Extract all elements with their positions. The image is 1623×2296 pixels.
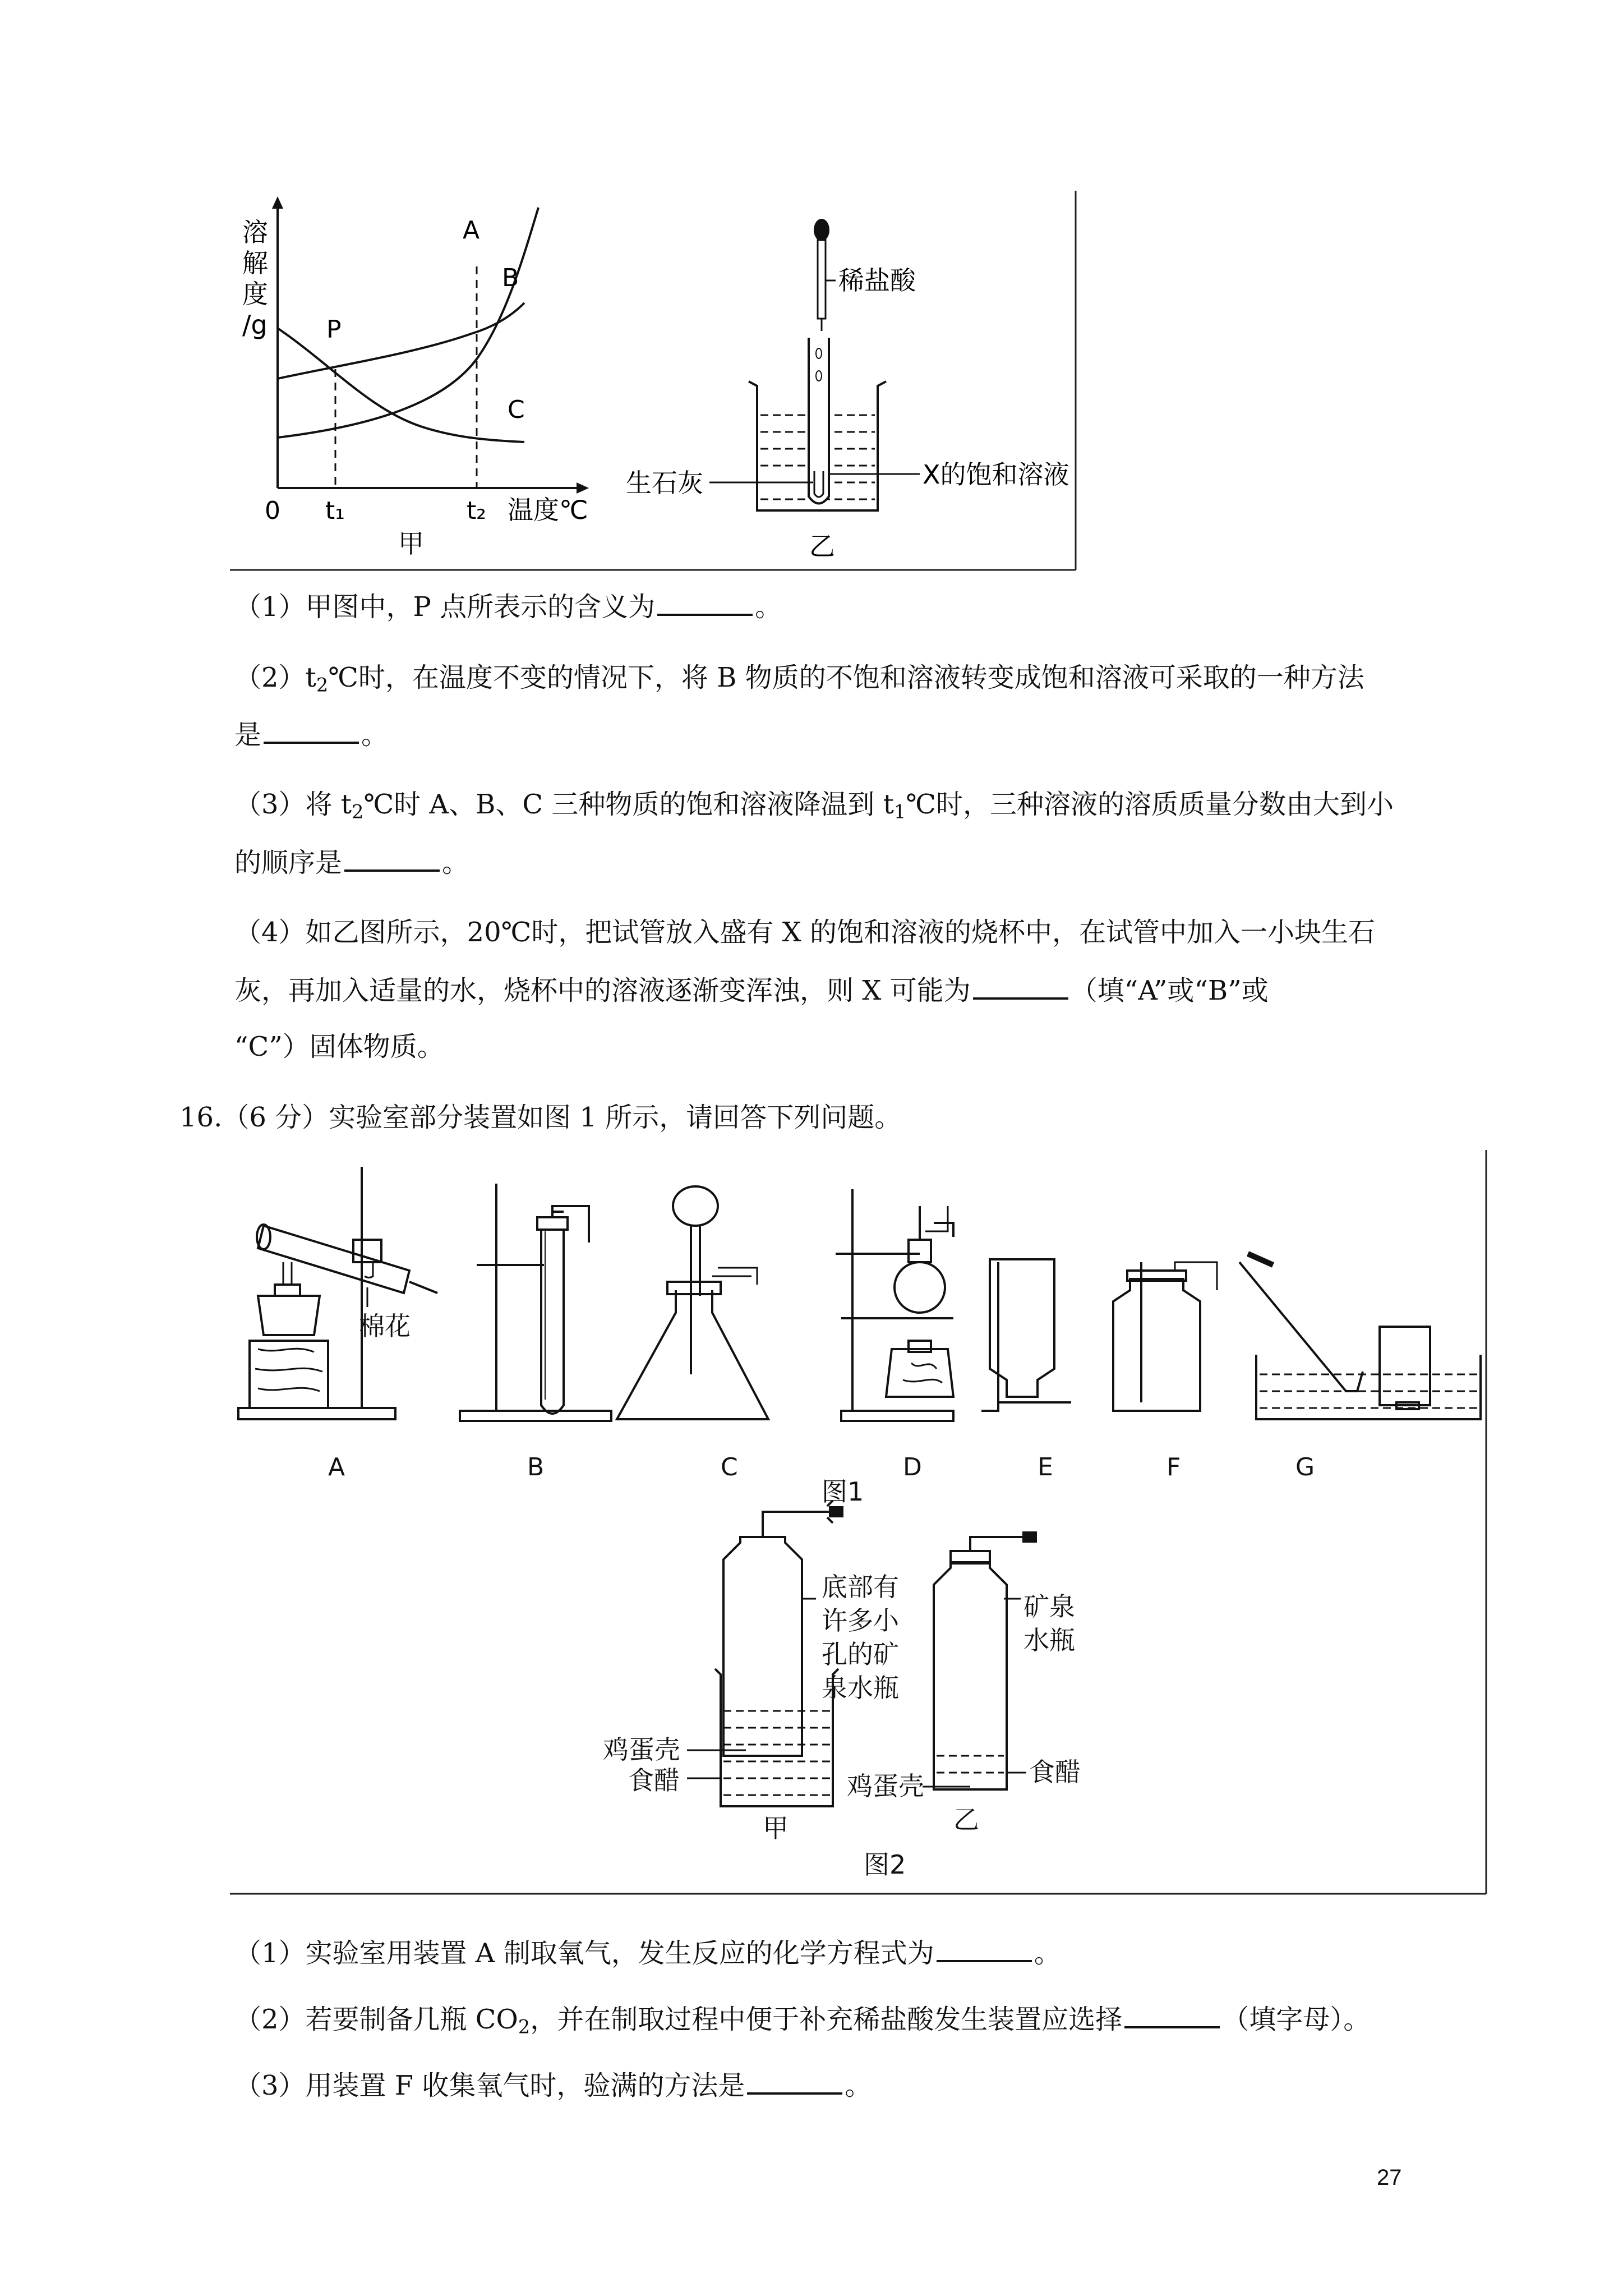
answer-blank[interactable] [1124, 2001, 1220, 2028]
apparatus-c [617, 1186, 768, 1419]
apparatus-e [981, 1259, 1071, 1411]
graph-caption: 甲 [398, 528, 424, 559]
apparatus-figure [230, 1150, 1492, 1896]
graph-curve-label-a: A [463, 216, 480, 245]
fig1-label-a: A [328, 1453, 345, 1481]
beaker-apparatus [626, 219, 1069, 562]
fig2-yi-caption: 乙 [953, 1805, 979, 1835]
graph-ylabel-3: 度 [242, 279, 268, 309]
answer-blank[interactable] [747, 2068, 842, 2095]
q15-part4-line3: “C”）固体物质。 [234, 1031, 444, 1062]
q15-part4-line2: 灰，再加入适量的水，烧杯中的溶液逐渐变浑浊，则 X 可能为 （填“A”或“B”或 [234, 973, 1269, 1007]
top-figure-svg [230, 191, 1082, 572]
q16-part1: （1）实验室用装置 A 制取氧气，发生反应的化学方程式为 。 [234, 1935, 1061, 1970]
apparatus-svg [230, 1150, 1492, 1896]
apparatus-d [836, 1189, 953, 1421]
graph-t2: t₂ [467, 496, 486, 525]
graph-xlabel: 温度℃ [508, 495, 588, 525]
fig1-label-e: E [1038, 1453, 1053, 1481]
apparatus-b [460, 1184, 611, 1421]
fig2-jia-note-1: 底部有 [822, 1572, 899, 1602]
graph-t1: t₁ [325, 496, 345, 525]
graph-ylabel-1: 溶 [242, 217, 268, 247]
fig1-label-b: B [527, 1453, 545, 1481]
fig2-yi-note-1: 矿泉 [1023, 1591, 1075, 1622]
graph-ylabel-2: 解 [242, 248, 268, 278]
q15-part3-line1: （3）将 $t_2℃$时 A、B、C 三种物质的饱和溶液降温到 $t_1℃$时，三种溶液的溶质质量分数由大到小 [234, 789, 1394, 823]
fig2-jia-note-3: 孔的矿 [822, 1639, 899, 1669]
apparatus-a [238, 1167, 437, 1419]
answer-blank[interactable] [937, 1935, 1032, 1962]
dropper-label: 稀盐酸 [838, 265, 916, 296]
beaker-left-label: 生石灰 [626, 468, 703, 498]
beaker-caption: 乙 [809, 531, 835, 562]
fig2-jia-caption: 甲 [763, 1813, 789, 1843]
graph-point-p: P [326, 315, 342, 344]
answer-blank[interactable] [973, 973, 1068, 1000]
q16-part3: （3）用装置 F 收集氧气时，验满的方法是 。 [234, 2068, 872, 2102]
graph-ylabel-4: /g [242, 310, 268, 340]
fig2-jia-vinegar: 食醋 [628, 1765, 680, 1796]
beaker-right-label: X的饱和溶液 [923, 459, 1069, 490]
graph-curve-label-b: B [502, 264, 519, 292]
fig2-caption: 图2 [864, 1849, 906, 1880]
answer-blank[interactable] [657, 589, 753, 616]
fig2-yi [923, 1533, 1036, 1789]
answer-blank[interactable] [264, 717, 359, 744]
q15-part2-line1: $(2)t_2℃$时，在温度不变的情况下，将 B 物质的不饱和溶液转变成饱和溶液可采取的一种方法 [234, 662, 1364, 696]
apparatus-f [1113, 1262, 1217, 1411]
answer-blank[interactable] [344, 845, 440, 872]
fig2-yi-vinegar: 食醋 [1029, 1757, 1081, 1787]
fig2-yi-shell: 鸡蛋壳 [847, 1771, 924, 1801]
graph-curve-label-c: C [508, 395, 525, 424]
fig1-label-f: F [1166, 1453, 1181, 1481]
fig1-caption: 图1 [822, 1476, 864, 1507]
curve-c [278, 328, 524, 442]
graph-origin: 0 [265, 496, 280, 525]
fig2-jia-note-4: 泉水瓶 [822, 1673, 899, 1703]
q15-part1: （1）甲图中，P 点所表示的含义为 。 [234, 589, 782, 624]
solubility-graph [242, 196, 589, 559]
q15-part4-line1: （4）如乙图所示，20℃时，把试管放入盛有 X 的饱和溶液的烧杯中，在试管中加入一小块生石 [234, 917, 1376, 948]
q15-part2-line2: 是 。 [234, 717, 388, 752]
q16-part2: （2）若要制备几瓶 $CO_2$，并在制取过程中便于补充稀盐酸发生装置应选择 （填字母）。 [234, 2001, 1370, 2044]
fig2-yi-note-2: 水瓶 [1023, 1625, 1075, 1655]
q16-heading: 16.（6 分）实验室部分装置如图 1 所示，请回答下列问题。 [179, 1102, 902, 1133]
q15-part3-line2: 的顺序是 。 [234, 845, 469, 880]
fig1-label-g: G [1295, 1453, 1315, 1481]
apparatus-g [1239, 1254, 1481, 1419]
fig1-label-c: C [721, 1453, 738, 1481]
fig2-jia [687, 1501, 842, 1806]
page-number: 27 [1377, 2165, 1402, 2190]
fig2-jia-note-2: 许多小 [822, 1605, 899, 1636]
top-figure [230, 191, 1082, 572]
fig1-label-d: D [903, 1453, 922, 1481]
cotton-label: 棉花 [359, 1311, 411, 1341]
fig2-jia-shell: 鸡蛋壳 [603, 1734, 680, 1765]
